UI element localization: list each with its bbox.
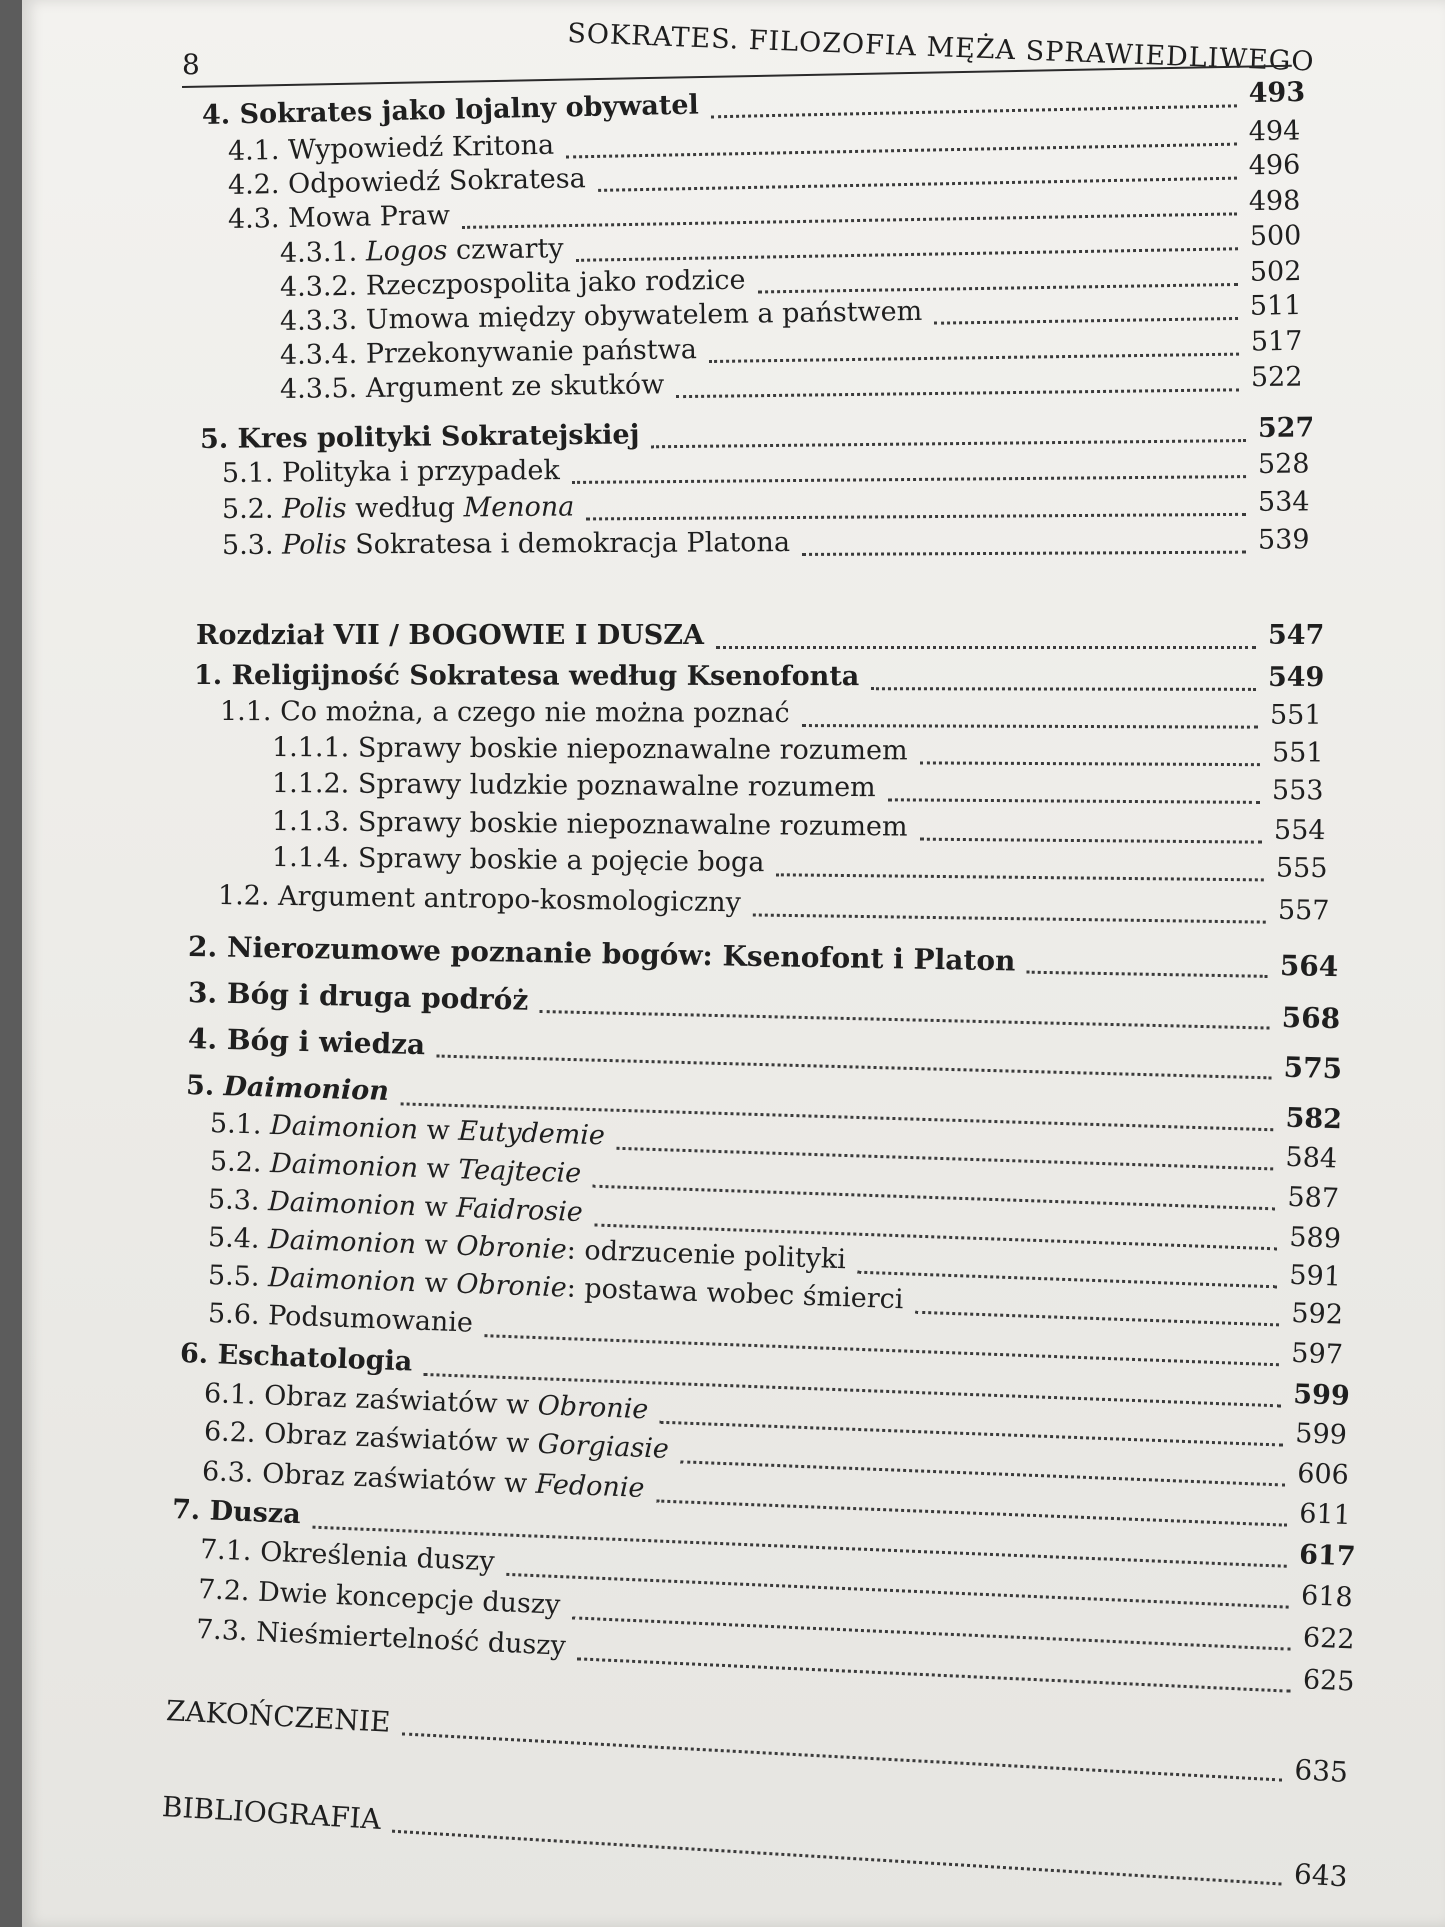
toc-entry-text: w [417, 1152, 459, 1186]
toc-page-number: 555 [1275, 852, 1328, 885]
dot-leader [711, 104, 1237, 118]
toc-entry-text: Sokrates jako lojalny obywatel [239, 89, 700, 131]
toc-entry-text: Obraz zaświatów w [261, 1458, 537, 1500]
toc-entry-text: Argument antropo-kosmologiczny [277, 880, 742, 919]
toc-page-number: 584 [1285, 1141, 1338, 1175]
toc-entry-number: 5.2. [221, 493, 274, 525]
toc-entry-title [272, 806, 920, 843]
toc-entry-title [186, 1070, 402, 1107]
toc-entry-text: Eschatologia [217, 1339, 413, 1378]
toc-entry [187, 930, 1339, 986]
toc-entry-text: Faidrosie [455, 1192, 584, 1229]
toc-entry-text: Kres polityki Sokratejskiej [237, 419, 640, 455]
toc-entry-number: 5.2. [209, 1146, 263, 1179]
toc-entry-number: 1.1. [219, 696, 272, 728]
toc-entry-text: Odpowiedź Sokratesa [287, 163, 586, 200]
toc-page-number: 606 [1296, 1458, 1350, 1491]
toc-page-number: 575 [1283, 1050, 1343, 1086]
toc-entry-text: Obraz zaświatów w [263, 1418, 539, 1460]
toc-entry-text: Daimonion [269, 1109, 419, 1146]
toc-entry-title [218, 880, 753, 918]
toc-entry-text: w [415, 1191, 457, 1224]
toc-entry-number: 5.3. [207, 1184, 261, 1217]
toc-entry-text: w [415, 1267, 457, 1300]
toc-entry [221, 486, 1310, 530]
toc-page-number: 500 [1249, 220, 1302, 253]
toc-entry-text: Dwie koncepcje duszy [257, 1576, 561, 1621]
toc-entry-number: 5. [185, 1070, 215, 1102]
toc-page-number: 498 [1248, 185, 1301, 218]
toc-entry-title [196, 620, 716, 651]
toc-entry-number: 1. [193, 660, 223, 692]
toc-entry [217, 880, 1330, 931]
toc-entry-text: Obronie [455, 1230, 568, 1266]
toc-entry-number: 6.1. [203, 1378, 257, 1411]
toc-page-number: 582 [1285, 1102, 1343, 1136]
dot-leader [1027, 971, 1268, 978]
toc-page-number: 522 [1250, 361, 1303, 394]
toc-entry-title [180, 1338, 425, 1378]
toc-entry-title [228, 200, 463, 235]
toc-entry-text: Bóg i wiedza [226, 1023, 426, 1062]
toc-entry-number: 1.1.4. [271, 842, 350, 874]
dot-leader [753, 913, 1266, 923]
toc-entry-text: Daimonion [267, 1186, 417, 1223]
toc-page-number: 599 [1294, 1418, 1348, 1451]
toc-entry-text: BIBLIOGRAFIA [161, 1790, 382, 1836]
toc-entry-text: Menona [463, 491, 575, 524]
toc-page-number: 597 [1290, 1337, 1344, 1371]
toc-page-number: 622 [1302, 1622, 1356, 1656]
toc-page-number: 527 [1257, 412, 1315, 444]
toc-page-number: 511 [1249, 289, 1302, 322]
toc-entry-text: Daimonion [223, 1071, 390, 1108]
dot-leader [776, 873, 1264, 881]
toc-entry-number: 4.3.4. [279, 338, 358, 371]
dot-leader [915, 1311, 1279, 1327]
toc-page-number: 554 [1273, 814, 1326, 847]
toc-entry-text: Polis [282, 529, 347, 561]
dot-leader [676, 388, 1239, 398]
toc-entry-title [161, 1790, 394, 1837]
toc-page-number: 599 [1292, 1378, 1351, 1412]
toc-page-number: 617 [1298, 1539, 1357, 1573]
book-page [22, 0, 1445, 1927]
toc-page-number: 564 [1279, 949, 1339, 984]
toc-entry-number: 2. [187, 930, 218, 964]
toc-entry-text: Sprawy boskie niepoznawalne rozumem [357, 732, 908, 767]
toc-page-number: 587 [1286, 1181, 1340, 1215]
toc-entry-title [222, 491, 587, 525]
toc-entry-text: ZAKOŃCZENIE [165, 1694, 392, 1739]
toc-entry-text: Argument ze skutków [365, 369, 665, 404]
toc-entry-text: : postawa wobec śmierci [566, 1272, 905, 1316]
toc-page-number: 502 [1249, 255, 1302, 288]
toc-entry [271, 732, 1324, 773]
toc-entry-title [220, 696, 802, 729]
toc-entry-title [272, 842, 777, 878]
toc-entry-text: Nierozumowe poznanie bogów: Ksenofont i Platon [226, 930, 1016, 978]
toc-entry-text: Dusza [209, 1495, 302, 1531]
toc-entry-number: 1.1.1. [271, 732, 350, 764]
dot-leader [652, 439, 1247, 448]
toc-entry-text: Polityka i przypadek [281, 455, 560, 489]
toc-entry-number: 5. [199, 423, 229, 455]
toc-entry-number: 4.3.2. [279, 270, 358, 303]
toc-entry-number: 7.3. [195, 1614, 249, 1648]
toc-entry-text: Rozdział VII / BOGOWIE I DUSZA [196, 620, 704, 651]
toc-entry-text: Obraz zaświatów w [263, 1380, 539, 1422]
toc-entry-text: Przekonywanie państwa [365, 334, 698, 370]
toc-entry-text: Nieśmiertelność duszy [255, 1616, 567, 1662]
toc-entry-title [165, 1694, 403, 1739]
toc-entry [196, 620, 1325, 656]
toc-entry-text: Umowa między obywatelem a państwem [365, 295, 923, 336]
toc-entry-text: Fedonie [535, 1468, 646, 1504]
dot-leader [716, 646, 1256, 649]
toc-entry-number: 4.3.1. [279, 236, 358, 269]
toc-entry-number: 4. [201, 99, 231, 131]
dot-leader [402, 1732, 1282, 1781]
page-number: 8 [182, 48, 200, 81]
running-title: SOKRATES. FILOZOFIA MĘŻA SPRAWIEDLIWEGO [566, 18, 1315, 78]
toc-page-number: 539 [1257, 524, 1310, 556]
toc-entry-text: Daimonion [267, 1224, 417, 1261]
toc-entry-text: Określenia duszy [259, 1536, 496, 1578]
toc-entry-title [280, 265, 758, 303]
toc-page-number: 611 [1298, 1498, 1352, 1532]
toc-entry-number: 5.5. [207, 1260, 261, 1293]
toc-entry-number: 5.1. [221, 457, 274, 489]
toc-entry-text: Sprawy boskie a pojęcie boga [357, 842, 765, 879]
toc-entry-text: Co można, a czego nie można poznać [280, 696, 790, 729]
dot-leader [586, 513, 1246, 521]
toc-entry-text: Logos [365, 235, 448, 268]
dot-leader [392, 1830, 1281, 1886]
toc-entry-title [171, 1494, 313, 1531]
toc-entry-title [280, 233, 576, 269]
toc-entry-text: Obronie [537, 1390, 649, 1426]
toc-entry-title [222, 527, 802, 561]
dot-leader [888, 798, 1260, 804]
toc-entry-text: czwarty [447, 233, 564, 267]
toc-page-number: 496 [1248, 149, 1301, 182]
toc-entry-text: Teajtecie [457, 1154, 582, 1190]
toc-entry-text: Gorgiasie [537, 1428, 670, 1465]
toc-entry-text: Obronie [455, 1268, 568, 1304]
toc-entry-text: w [417, 1114, 459, 1147]
toc-entry-number: 5.4. [207, 1222, 261, 1255]
toc-entry-text: Mowa Praw [287, 200, 451, 234]
toc-page-number: 551 [1269, 699, 1322, 731]
toc-entry-number: 4.3. [227, 203, 280, 235]
toc-entry-title [228, 130, 567, 167]
dot-leader [802, 724, 1258, 729]
toc-entry [165, 1694, 1349, 1792]
toc-page-number: 591 [1288, 1259, 1342, 1293]
toc-page-number: 592 [1290, 1297, 1344, 1331]
toc-entry [219, 696, 1322, 736]
toc-entry-title [272, 732, 920, 766]
toc-page-number: 528 [1257, 448, 1310, 480]
dot-leader [919, 838, 1261, 844]
toc-entry-text: Rzeczpospolita jako rodzice [365, 264, 746, 302]
dot-leader [540, 1010, 1270, 1030]
toc-page-number: 517 [1250, 325, 1303, 358]
toc-page-number: 568 [1281, 1000, 1341, 1036]
toc-entry-text: Bóg i druga podróż [226, 976, 529, 1017]
toc-entry-text: Wypowiedź Kritona [287, 129, 555, 166]
toc-entry-title [228, 163, 598, 201]
dot-leader [934, 317, 1238, 325]
toc-entry-number: 1.1.3. [271, 806, 350, 838]
toc-entry-number: 7.1. [199, 1534, 253, 1568]
toc-entry-text: Podsumowanie [267, 1300, 474, 1339]
toc-entry-number: 6.2. [203, 1416, 257, 1449]
toc-entry-text: Religijność Sokratesa według Ksenofonta [231, 660, 860, 693]
toc-entry-title [222, 455, 572, 489]
toc-page-number: 635 [1293, 1753, 1349, 1789]
toc-page-number: 534 [1257, 486, 1310, 518]
toc-entry-number: 1.2. [217, 880, 270, 912]
toc-page-number: 549 [1267, 661, 1325, 693]
toc-entry-title [202, 89, 711, 131]
toc-entry [193, 660, 1325, 698]
dot-leader [871, 687, 1256, 691]
dot-leader [572, 475, 1246, 484]
toc-entry-title [188, 930, 1028, 978]
toc-page-number: 551 [1271, 737, 1324, 769]
toc-entry-text: Sprawy boskie niepoznawalne rozumem [357, 806, 908, 843]
toc-page-number: 547 [1268, 620, 1325, 651]
toc-entry-number: 1.1.2. [271, 768, 350, 800]
toc-entry-title [280, 334, 709, 371]
toc-entry-text: Daimonion [269, 1148, 419, 1184]
toc-page-number: 589 [1288, 1221, 1342, 1255]
toc-entry-text: w [415, 1229, 457, 1262]
toc-entry-number: 6.3. [201, 1456, 255, 1489]
toc-entry-text: Polis [281, 493, 347, 525]
dot-leader [577, 1657, 1290, 1692]
toc-entry-number: 4.3.5. [279, 373, 358, 405]
toc-page-number: 643 [1293, 1857, 1349, 1894]
toc-entry-number: 4.2. [227, 169, 280, 201]
dot-leader [920, 761, 1260, 766]
toc-entry-number: 7. [171, 1494, 201, 1527]
toc-page-number: 494 [1248, 115, 1301, 148]
toc-entry-title [188, 976, 541, 1017]
toc-entry-text: Eutydemie [457, 1115, 606, 1152]
toc-entry-text: : odrzucenie polityki [566, 1234, 847, 1276]
toc-entry-number: 4.1. [227, 135, 280, 167]
dot-leader [802, 551, 1246, 556]
toc-entry-number: 7.2. [197, 1574, 251, 1608]
toc-entry-number: 5.3. [221, 529, 274, 561]
toc-page-number: 618 [1300, 1580, 1354, 1614]
toc-entry [161, 1790, 1349, 1896]
table-of-contents [22, 0, 1445, 1927]
toc-entry [221, 524, 1310, 566]
toc-entry-text: według [346, 492, 464, 525]
dot-leader [437, 1055, 1272, 1080]
toc-page-number: 493 [1248, 76, 1306, 110]
toc-entry-number: 5.1. [209, 1108, 263, 1141]
toc-entry-number: 3. [187, 976, 218, 1010]
toc-entry-number: 4.3.3. [279, 304, 358, 337]
dot-leader [709, 353, 1239, 363]
toc-entry-title [194, 660, 871, 692]
toc-entry-text: Sprawy ludzkie poznawalne rozumem [357, 768, 876, 804]
toc-entry-title [272, 768, 888, 803]
toc-entry [271, 768, 1324, 811]
toc-entry-text: Daimonion [267, 1262, 417, 1299]
toc-entry-number: 5.6. [207, 1298, 261, 1331]
toc-entry-number: 4. [187, 1022, 218, 1056]
toc-page-number: 557 [1277, 894, 1330, 927]
toc-entry-text: Sokratesa i demokracja Platona [346, 527, 791, 561]
toc-entry-title [200, 419, 652, 455]
toc-page-number: 553 [1271, 774, 1324, 807]
toc-entry-title [188, 1022, 438, 1062]
toc-entry-number: 6. [179, 1338, 209, 1371]
toc-entry-title [280, 369, 677, 405]
toc-page-number: 625 [1302, 1664, 1356, 1698]
